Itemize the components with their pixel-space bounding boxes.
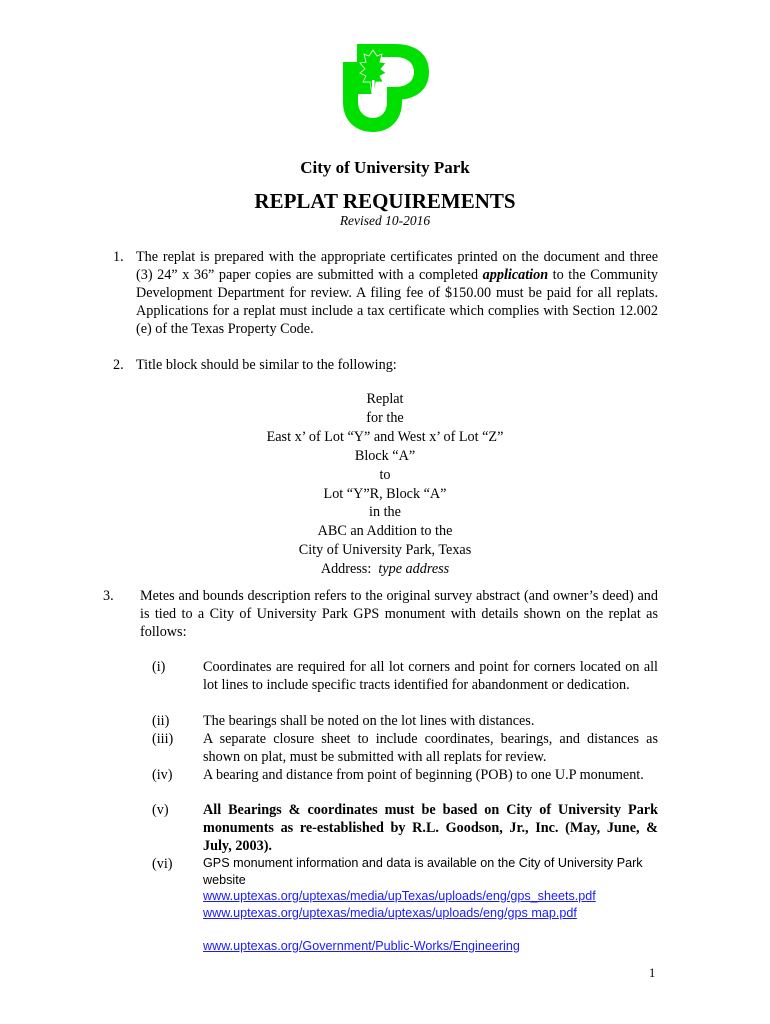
subitem-text: A separate closure sheet to include coordinates, bearings, and distances as shown on plat, must be submitted with all replats for review. [203,731,658,765]
subitem-label: (iv) [152,767,173,783]
city-name: City of University Park [300,158,470,177]
city-logo [343,44,429,132]
title-block [0,390,770,579]
gps-map-link[interactable]: www.uptexas.org/uptexas/media/uptexas/uploads/eng/gps map.pdf [203,905,577,920]
item-2-number: 2. [113,357,124,373]
title-block-address [0,560,770,579]
item-1-text-part: The replat is prepared with the appropriate certificates printed on the document and three (3) 24” x 36” paper copies are submitted with a completed [136,249,658,283]
subitem-label: (ii) [152,713,170,729]
title-block-line: in the [369,504,401,521]
title-block-line: East x’ of Lot “Y” and West x’ of Lot “Z” [266,428,504,445]
item-1-text-part: to the Community Development Department for review. A filing fee of $150.00 must be paid for all replats. Applications for a replat must include a tax certificate which complies with Section 12.002 (e) of the Texas Property Code. [136,267,658,337]
subitem-text-gps: GPS monument information and data is available on the City of University Park website [203,856,643,887]
subitem-text: A bearing and distance from point of beginning (POB) to one U.P monument. [203,767,644,783]
subitem-text-bold: All Bearings & coordinates must be based on City of University Park monuments as re-established by R.L. Goodson, Jr., Inc. (May, June, & July, 2003). [203,802,658,854]
subitem-label: (iii) [152,731,174,747]
item-2-text: Title block should be similar to the following: [136,357,397,373]
gps-sheets-link[interactable]: www.uptexas.org/uptexas/media/upTexas/uploads/eng/gps_sheets.pdf [203,889,596,903]
subitem-text: Coordinates are required for all lot corners and point for corners located on all lot lines to include specific tracts identified for abandonment or dedication. [203,659,658,693]
subitem-text: The bearings shall be noted on the lot lines with distances. [203,713,535,729]
subitem-label: (vi) [152,856,173,872]
revision-date: Revised 10-2016 [339,213,431,228]
subitem-label: (i) [152,659,166,675]
item-3-text: Metes and bounds description refers to the original survey abstract (and owner’s deed) and is tied to a City of University Park GPS monument with details shown on the replat as follows: [140,588,658,640]
engineering-link[interactable]: www.uptexas.org/Government/Public-Works/Engineering [203,939,520,953]
title-block-line: for the [366,409,404,426]
title-block-line: Block “A” [354,447,416,464]
item-3-number: 3. [103,588,114,604]
subitem-text [203,855,658,955]
title-block-line: Replat [366,391,404,407]
address-label: Address: [320,561,372,578]
application-link-text: application [482,267,549,283]
title-block-line: Lot “Y”R, Block “A” [323,485,447,502]
title-block-line: City of University Park, Texas [298,542,472,559]
item-1-number: 1. [113,249,124,265]
title-block-line: to [379,466,391,483]
address-value: type address [378,561,450,578]
item-1-text [136,248,658,338]
title-block-line: ABC an Addition to the [317,523,453,540]
subitem-label: (v) [152,802,169,818]
page-title: REPLAT REQUIREMENTS [254,189,516,213]
page-number: 1 [649,966,656,980]
